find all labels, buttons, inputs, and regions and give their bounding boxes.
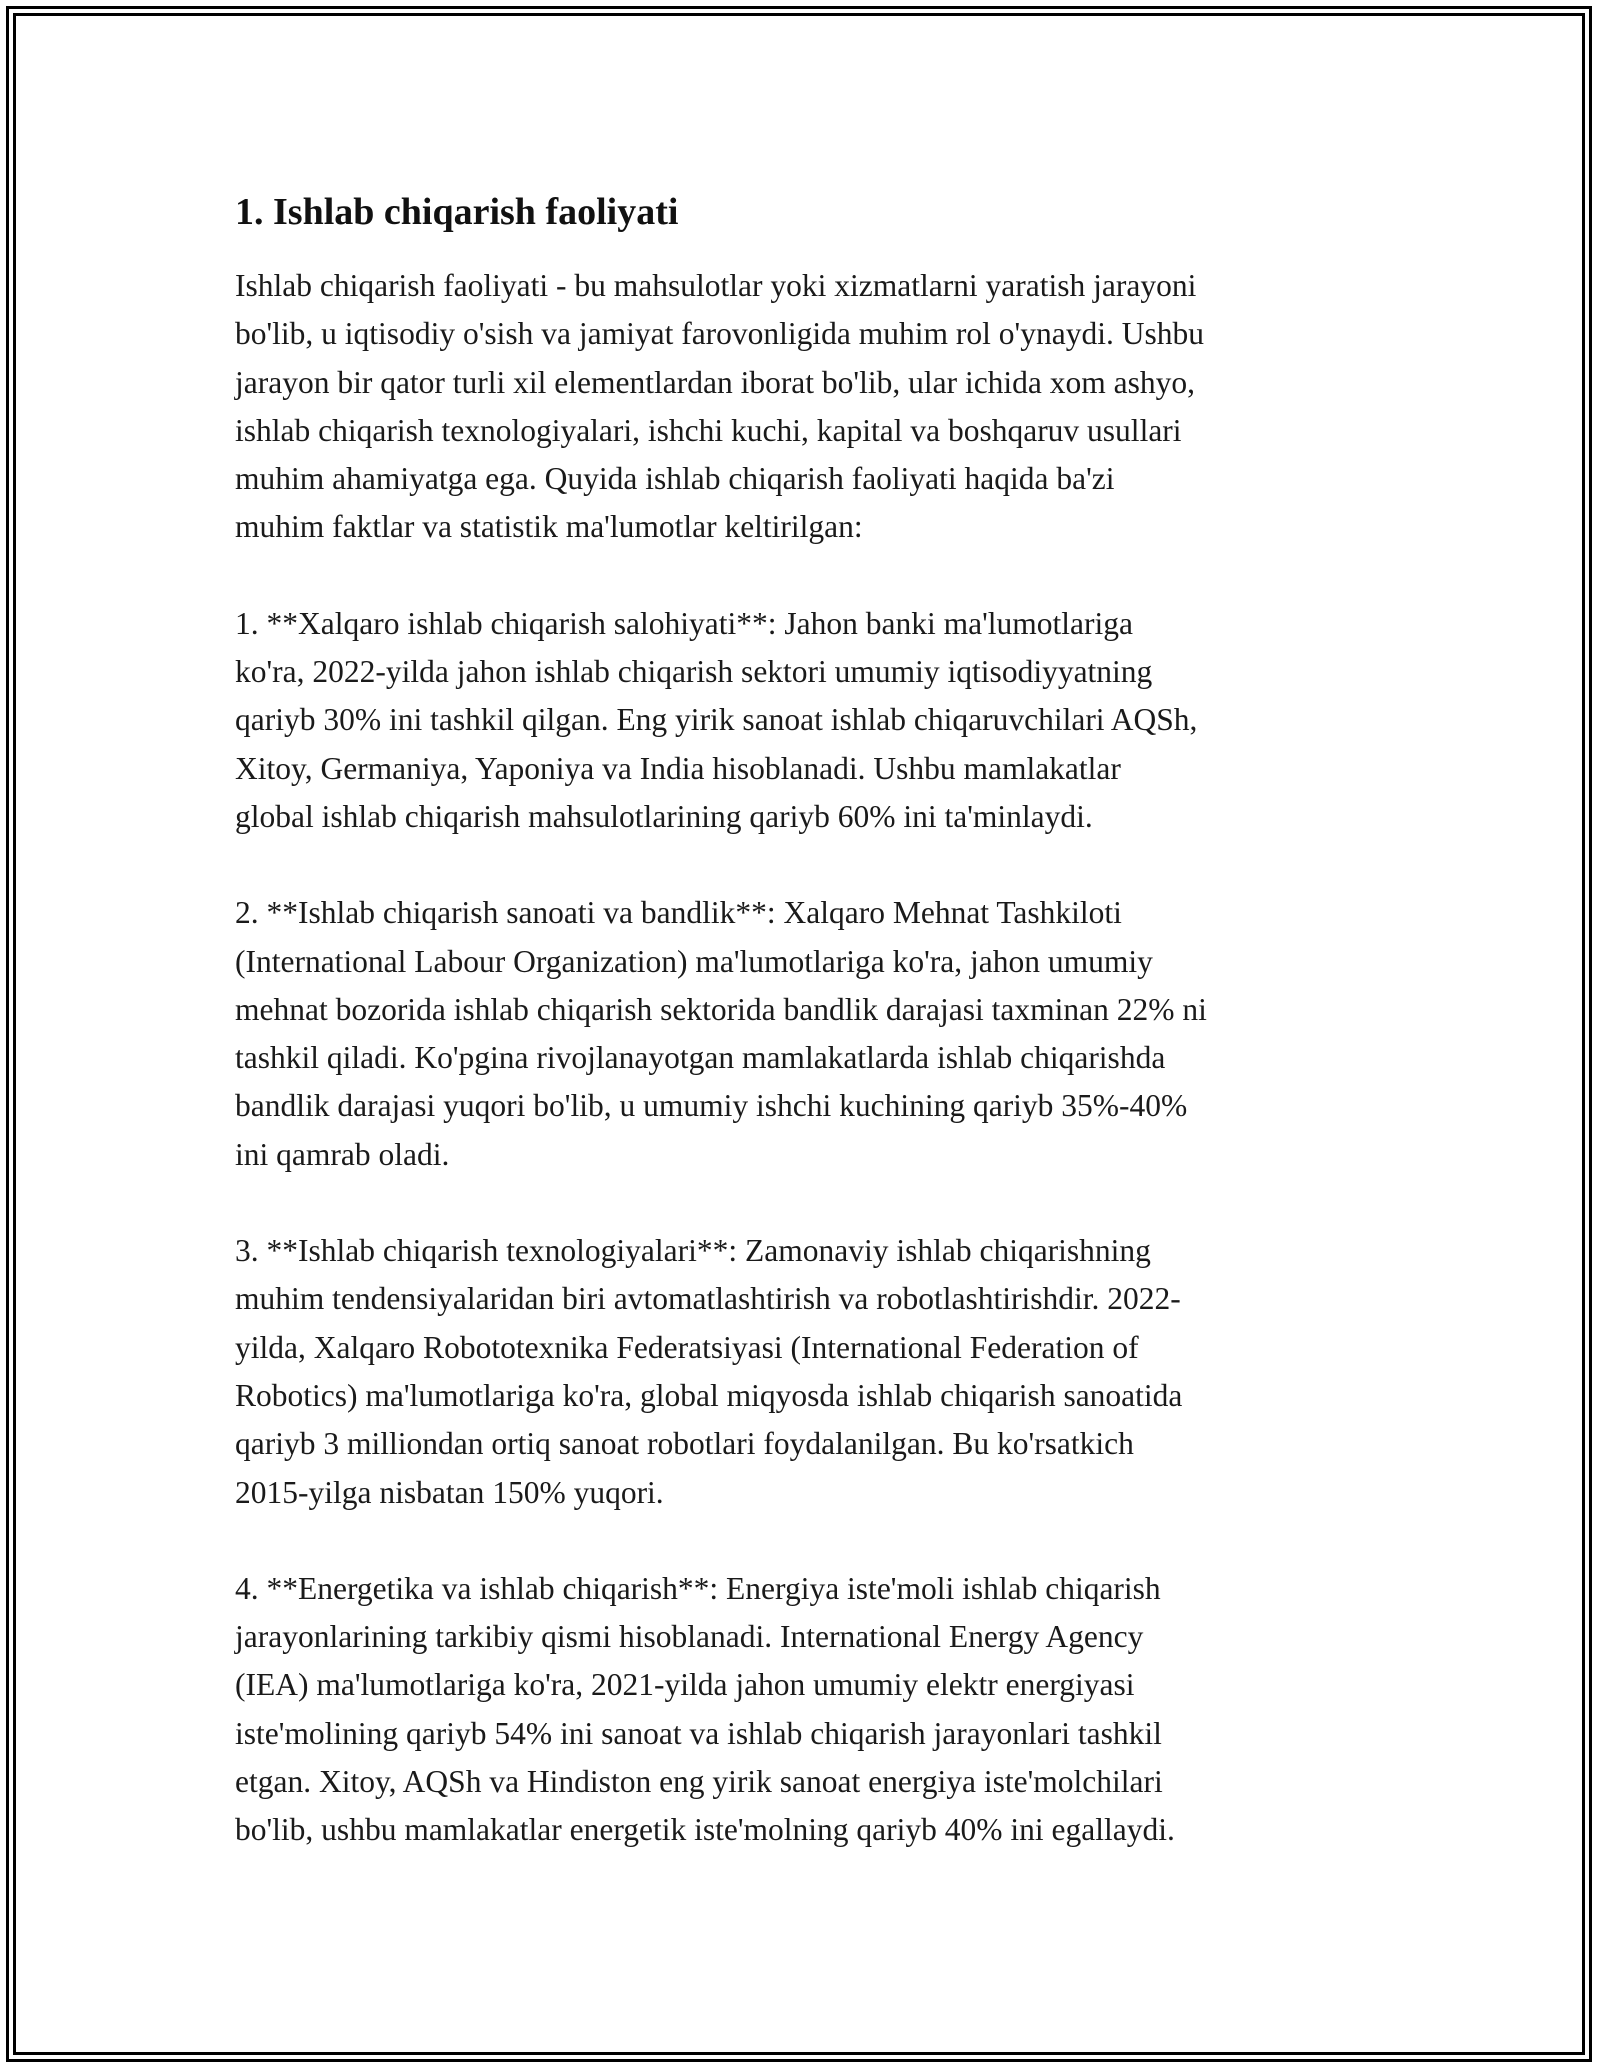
- paragraph-2-employment: 2. **Ishlab chiqarish sanoati va bandlik**: Xalqaro Mehnat Tashkiloti (International Labour Organization) ma'lumotlariga ko'ra, jahon umumiy mehnat bozorida ishlab chiqarish sektorida bandlik darajasi taxminan 22% ni tashkil qiladi. Ko'pgina rivojlanayotgan mamlakatlarda ishlab chiqarishda bandlik darajasi yuqori bo'lib, u umumiy ishchi kuchining qariyb 35%-40% ini qamrab oladi.: [235, 895, 1207, 1172]
- document-body: [235, 188, 1375, 1903]
- paragraph-4-energy: 4. **Energetika va ishlab chiqarish**: Energiya iste'moli ishlab chiqarish jarayonlarining tarkibiy qismi hisoblanadi. International Energy Agency (IEA) ma'lumotlariga ko'ra, 2021-yilda jahon umumiy elektr energiyasi iste'molining qariyb 54% ini sanoat va ishlab chiqarish jarayonlari tashkil etgan. Xitoy, AQSh va Hindiston eng yirik sanoat energiya iste'molchilari bo'lib, ushbu mamlakatlar energetik iste'molning qariyb 40% ini egallaydi.: [235, 1570, 1175, 1848]
- paragraph-1-production-capacity: 1. **Xalqaro ishlab chiqarish salohiyati**: Jahon banki ma'lumotlariga ko'ra, 2022-yilda jahon ishlab chiqarish sektori umumiy iqtisodiyyatning qariyb 30% ini tashkil qilgan. Eng yirik sanoat ishlab chiqaruvchilari AQSh, Xitoy, Germaniya, Yaponiya va India hisoblanadi. Ushbu mamlakatlar global ishlab chiqarish mahsulotlarining qariyb 60% ini ta'minlaydi.: [235, 605, 1198, 834]
- page-title: 1. Ishlab chiqarish faoliyati: [235, 191, 679, 233]
- intro-paragraph: Ishlab chiqarish faoliyati - bu mahsulotlar yoki xizmatlarni yaratish jarayoni bo'lib, u iqtisodiy o'sish va jamiyat farovonligida muhim rol o'ynaydi. Ushbu jarayon bir qator turli xil elementlardan iborat bo'lib, ular ichida xom ashyo, ishlab chiqarish texnologiyalari, ishchi kuchi, kapital va boshqaruv usullari muhim ahamiyatga ega. Quyida ishlab chiqarish faoliyati haqida ba'zi muhim faktlar va statistik ma'lumotlar keltirilgan:: [235, 268, 1204, 545]
- paragraph-3-technologies: 3. **Ishlab chiqarish texnologiyalari**: Zamonaviy ishlab chiqarishning muhim tendensiyalaridan biri avtomatlashtirish va robotlashtirishdir. 2022- yilda, Xalqaro Robototexnika Federatsiyasi (International Federation of Robotics) ma'lumotlariga ko'ra, global miqyosda ishlab chiqarish sanoatida qariyb 3 milliondan ortiq sanoat robotlari foydalanilgan. Bu ko'rsatkich 2015-yilga nisbatan 150% yuqori.: [235, 1233, 1183, 1510]
